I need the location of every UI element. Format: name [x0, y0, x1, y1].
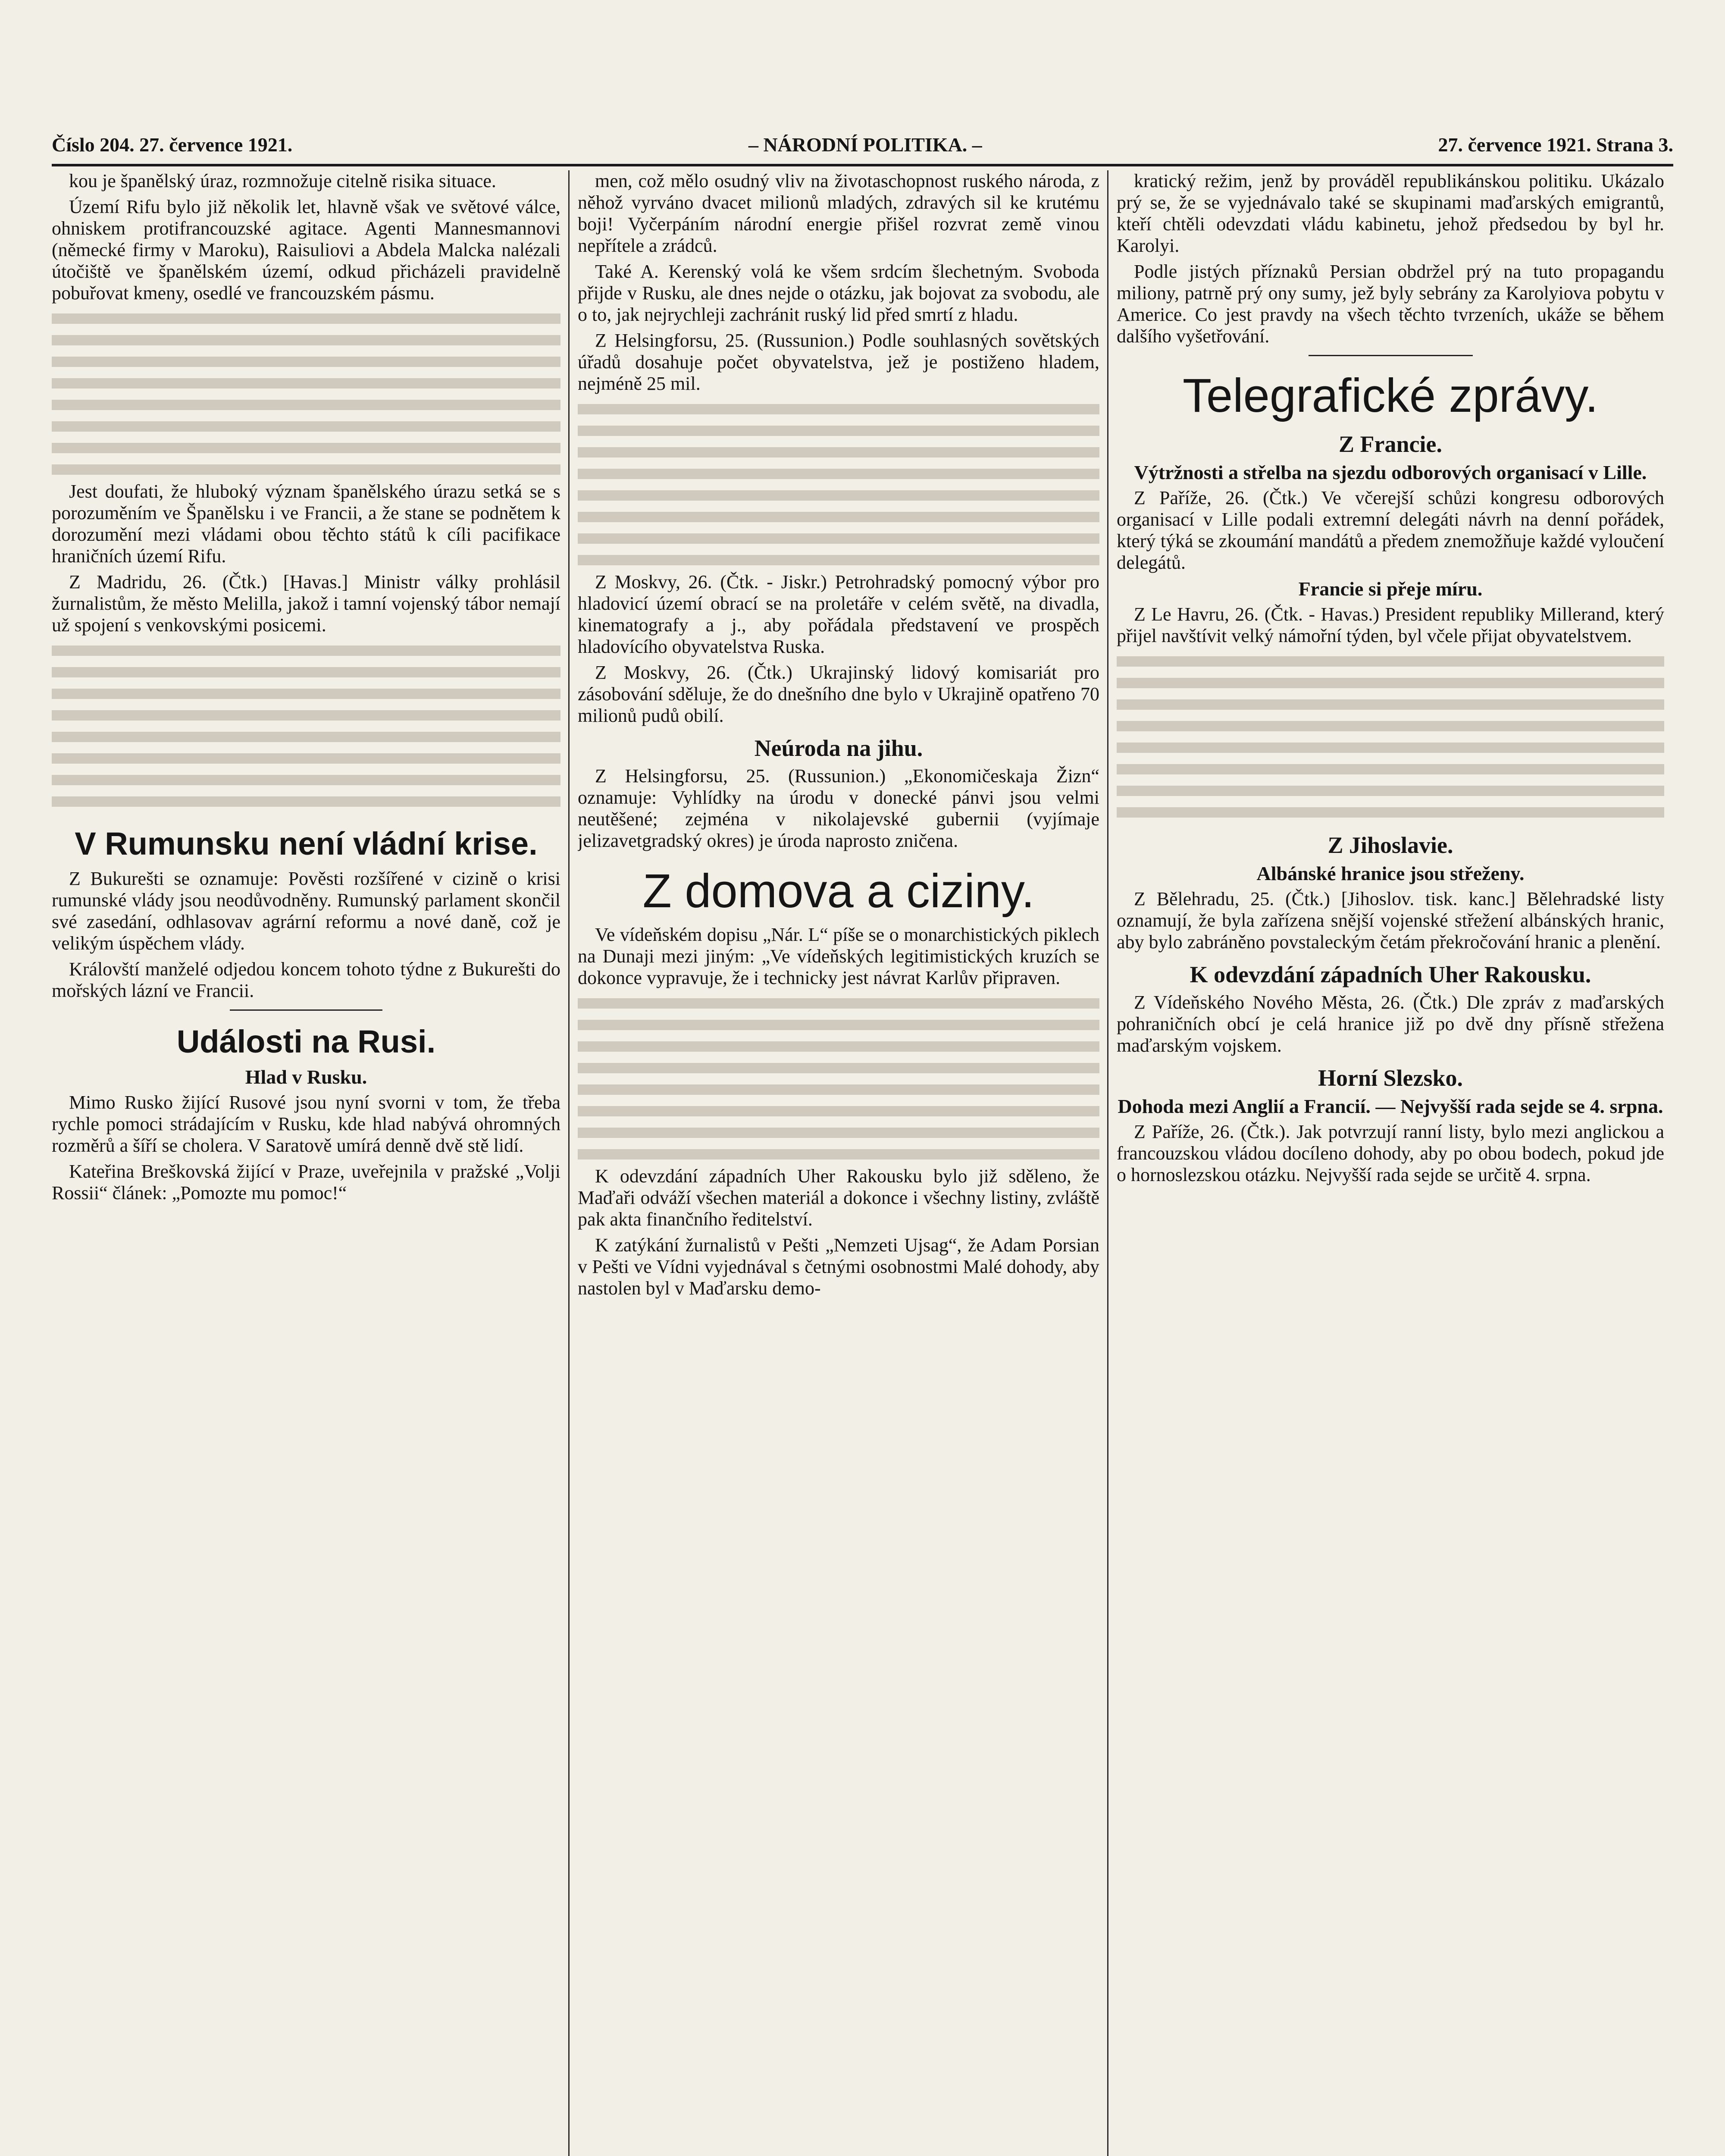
section-divider [1309, 355, 1473, 356]
paragraph: kratický režim, jenž by prováděl republikánskou politiku. Ukázalo prý se, že se vyjednávalo také se skupinami maďarských emigrantů, kteří chtěli odevzdati vládu kabinetu, jehož předsedou by byl hr. Karolyi. [1117, 170, 1664, 256]
paragraph: Z Moskvy, 26. (Čtk.) Ukrajinský lidový komisariát pro zásobování sděluje, že do dnešního dne bylo v Ukrajině opatřeno 70 milionů pudů obilí. [578, 662, 1099, 726]
section-divider [230, 1009, 382, 1011]
heading-neuroda: Neúroda na jihu. [754, 735, 923, 761]
page-header [52, 125, 1673, 164]
header-masthead: – NÁRODNÍ POLITIKA. – [748, 133, 982, 156]
paragraph-text-block [52, 640, 560, 813]
column-divider [1107, 170, 1108, 2156]
paragraph: Z Helsingforsu, 25. (Russunion.) Podle souhlasných sovětských úřadů dosahuje počet obyvatelstva, jež je postiženo hladem, nejméně 25 mil. [578, 330, 1099, 394]
paragraph: Kateřina Breškovská žijící v Praze, uveřejnila v pražské „Volji Rossii“ článek: „Pomozte mu pomoc!“ [52, 1161, 560, 1203]
paragraph: Z Le Havru, 26. (Čtk. - Havas.) President republiky Millerand, který přijel navštívit velký námořní týden, byl včele přijat obyvatelstvem. [1117, 604, 1664, 646]
heading-udalosti-na-rusi: Události na Rusi. [176, 1024, 436, 1059]
column-2 [578, 170, 1099, 2156]
paragraph-text-block [578, 399, 1099, 571]
paragraph: Z Moskvy, 26. (Čtk. - Jiskr.) Petrohradský pomocný výbor pro hladovicí území obrací se na proletáře v celém světě, na divadla, kinematografy a j., aby pořádala představení ve prospěch hladovícího obyvatelstva Ruska. [578, 571, 1099, 657]
paragraph: K odevzdání západních Uher Rakousku bylo již sděleno, že Maďaři odváží všechen materiál a dokonce i všechny listiny, zvláště pak akta finančního ředitelství. [578, 1166, 1099, 1230]
heading-z-francie: Z Francie. [1339, 431, 1442, 457]
heading-telegraficke-zpravy: Telegrafické zprávy. [1183, 369, 1598, 422]
subheading-dohoda: Dohoda mezi Anglií a Francií. — Nejvyšší rada sejde se 4. srpna. [1118, 1095, 1663, 1117]
paragraph: Z Vídeňského Nového Města, 26. (Čtk.) Dle zpráv z maďarských pohraničních obcí je celá hranice již po dvě dny přísně střežena maďarským vojskem. [1117, 992, 1664, 1056]
paragraph: Z Paříže, 26. (Čtk.). Jak potvrzují ranní listy, bylo mezi anglickou a francouzskou vládou docíleno dohody, aby po obou bodech, pokud jde o hornoslezskou otázku. Nejvyšší rada sejde se určitě 4. srpna. [1117, 1121, 1664, 1185]
subheading-hlad: Hlad v Rusku. [245, 1066, 367, 1088]
header-issue-date: Číslo 204. 27. července 1921. [52, 133, 293, 156]
paragraph: Území Rifu bylo již několik let, hlavně však ve světové válce, ohniskem protifrancouzské agitace. Agenti Mannesmannovi (německé firmy v Maroku), Raisuliovi a Abdela Malcka nalézali útočiště ve španělském území, odkud přicházeli pravidelně pobuřovat kmeny, osedlé ve francouzském pásmu. [52, 196, 560, 304]
column-divider [568, 170, 570, 2156]
paragraph: men, což mělo osudný vliv na životaschopnost ruského národa, z něhož vyrváno dvacet milionů mladých, zdravých sil ke krutému boji! Vyčerpáním národní energie přišel rozvrat země vinou nepřítele a zrádců. [578, 170, 1099, 256]
subheading-miru: Francie si přeje míru. [1298, 578, 1483, 600]
paragraph: Královští manželé odjedou koncem tohoto týdne z Bukurešti do mořských lázní ve Francii. [52, 959, 560, 1001]
heading-horni-slezsko: Horní Slezsko. [1318, 1065, 1463, 1091]
paragraph-text-block [578, 993, 1099, 1166]
header-page-number: 27. července 1921. Strana 3. [1438, 133, 1673, 156]
paragraph: Z Madridu, 26. (Čtk.) [Havas.] Ministr války prohlásil žurnalistům, že město Melilla, jakož i tamní vojenský tábor nemají už spojení s venkovskými posicemi. [52, 571, 560, 636]
paragraph-text-block [1117, 651, 1664, 824]
paragraph: Z Bělehradu, 25. (Čtk.) [Jihoslov. tisk. kanc.] Bělehradské listy oznamují, že byla zařízena snější vojenské střežení albánských hranic, aby bylo zabráněno povstaleckým četám překročování hranic a plenění. [1117, 888, 1664, 953]
paragraph: K zatýkání žurnalistů v Pešti „Nemzeti Ujsag“, že Adam Porsian v Pešti ve Vídni vyjednával s četnými osobnostmi Malé dohody, aby nastolen byl v Maďarsku demo- [578, 1235, 1099, 1299]
paragraph: Mimo Rusko žijící Rusové jsou nyní svorni v tom, že třeba rychle pomoci strádajícím v Rusku, kde hlad nabývá ohromných rozměrů a šíří se cholera. V Saratově umírá denně dvě stě lidí. [52, 1092, 560, 1156]
paragraph: kou je španělský úraz, rozmnožuje citelně risika situace. [69, 170, 496, 191]
paragraph-text-block [52, 308, 560, 481]
subheading-lille: Výtržnosti a střelba na sjezdu odborových organisací v Lille. [1134, 461, 1647, 483]
heading-z-domova-a-ciziny: Z domova a ciziny. [642, 865, 1035, 918]
heading-uhry: K odevzdání západních Uher Rakousku. [1190, 962, 1591, 987]
heading-rumunsko: V Rumunsku není vládní krise. [75, 826, 538, 862]
heading-z-jihoslavie: Z Jihoslavie. [1327, 832, 1453, 858]
paragraph: Jest doufati, že hluboký význam španělského úrazu setká se s porozuměním ve Španělsku i ve Francii, a že stane se podnětem k dorozumění mezi vládami obou těchto států k cíli pacifikace hraničních území Rifu. [52, 481, 560, 567]
subheading-albanske: Albánské hranice jsou střeženy. [1256, 862, 1525, 884]
column-3 [1117, 170, 1664, 2156]
paragraph: Také A. Kerenský volá ke všem srdcím šlechetným. Svoboda přijde v Rusku, ale dnes nejde o otázku, jak bojovat za svobodu, ale o to, jak nejrychleji zachránit ruský lid před smrtí z hladu. [578, 261, 1099, 325]
paragraph: Podle jistých příznaků Persian obdržel prý na tuto propagandu miliony, patrně prý ony sumy, jež byly sebrány za Karolyiova pobytu v Americe. Co jest pravdy na všech těchto tvrzeních, ukáže se během dalšího vyšetřování. [1117, 261, 1664, 347]
paragraph: Z Paříže, 26. (Čtk.) Ve včerejší schůzi kongresu odborových organisací v Lille podali extremní delegáti návrh na denní pořádek, který týká se zkoumání mandátů a předem znemožňuje každé vyloučení delegátů. [1117, 487, 1664, 573]
paragraph: Z Bukurešti se oznamuje: Pověsti rozšířené v cizině o krisi rumunské vlády jsou neodůvodněny. Rumunský parlament skončil své zasedání, odhlasovav agrární reformu a nové daně, což je velikým úspěchem vlády. [52, 868, 560, 954]
header-rule [52, 164, 1673, 166]
paragraph: Z Helsingforsu, 25. (Russunion.) „Ekonomičeskaja Žizn“ oznamuje: Vyhlídky na úrodu v donecké pánvi jsou velmi neutěšené; zejména v nikolajevské gubernii (vyjímaje jelizavetgradský okres) je úroda naprosto zničena. [578, 765, 1099, 851]
column-1 [52, 170, 560, 2156]
paragraph: Ve vídeňském dopisu „Nár. L“ píše se o monarchistických piklech na Dunaji mezi jiným: „Ve vídeňských legitimistických kruzích se dokonce vypravuje, že i technicky jest návrat Karlův připraven. [578, 924, 1099, 988]
